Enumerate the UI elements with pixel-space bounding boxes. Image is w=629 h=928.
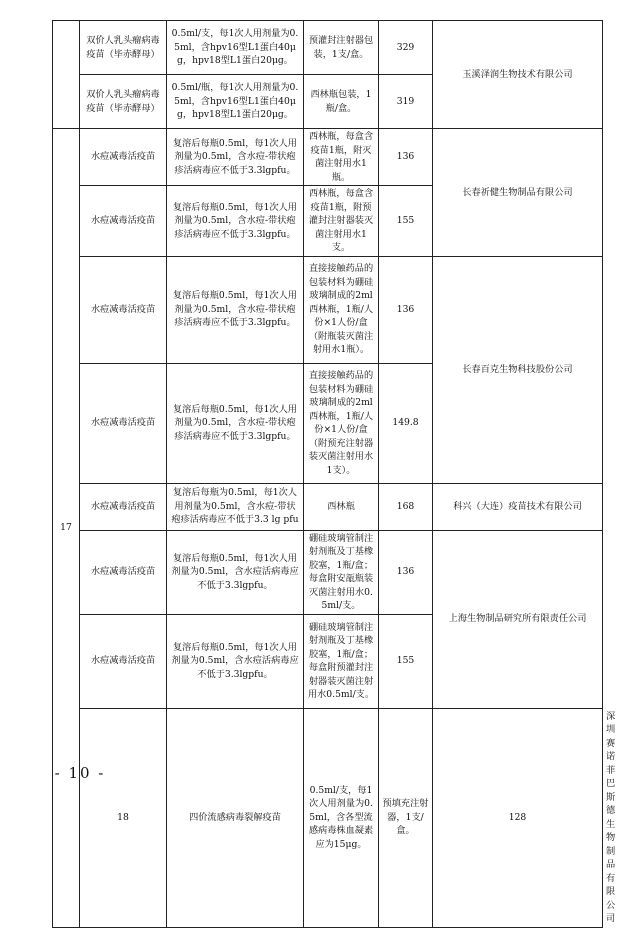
company-cell: 玉溪泽润生物技术有限公司 xyxy=(433,21,603,129)
vaccine-name-cell: 水痘减毒活疫苗 xyxy=(80,530,167,614)
vaccine-name-cell: 水痘减毒活疫苗 xyxy=(80,129,167,186)
packaging-cell: 硼硅玻璃管制注射剂瓶及丁基橡胶塞，1瓶/盒；每盒附安瓿瓶装灭菌注射用水0.5ml/支。 xyxy=(304,530,379,614)
specification-cell: 复溶后每瓶0.5ml，每1次人用剂量为0.5ml，含水痘活病毒应不低于3.3lgpfu。 xyxy=(167,614,304,708)
vaccine-name-cell: 水痘减毒活疫苗 xyxy=(80,256,167,363)
vaccine-name-cell: 双价人乳头瘤病毒疫苗（毕赤酵母） xyxy=(80,75,167,129)
company-cell: 上海生物制品研究所有限责任公司 xyxy=(433,530,603,708)
price-cell: 136 xyxy=(379,256,433,363)
table-row: 18 四价流感病毒裂解疫苗 0.5ml/支，每1次人用剂量为0.5ml，含各型流感病毒株血凝素应为15μg。 预填充注射器，1支/盒。 128 深圳赛诺菲巴斯德生物制品有限公司 xyxy=(53,708,603,927)
price-cell: 168 xyxy=(379,483,433,530)
row-number-cell xyxy=(53,21,80,129)
page-number: - 10 - xyxy=(54,764,106,782)
price-cell: 155 xyxy=(379,614,433,708)
specification-cell: 复溶后每瓶0.5ml，每1次人用剂量为0.5ml，含水痘-带状疱疹活病毒应不低于3.3lgpfu。 xyxy=(167,186,304,257)
specification-cell: 复溶后每瓶0.5ml，每1次人用剂量为0.5ml，含水痘-带状疱疹活病毒应不低于3.3lgpfu。 xyxy=(167,363,304,483)
row-number-cell: 17 xyxy=(53,129,80,928)
price-cell: 136 xyxy=(379,129,433,186)
price-cell: 149.8 xyxy=(379,363,433,483)
company-cell: 长春百克生物科技股份公司 xyxy=(433,256,603,483)
table-row xyxy=(53,21,603,75)
vaccine-name-cell: 水痘减毒活疫苗 xyxy=(80,363,167,483)
packaging-cell: 直接接触药品的包装材料为硼硅玻璃制成的2ml西林瓶，1瓶/人份×1人份/盒（附预充注射器装灭菌注射用水1支）。 xyxy=(304,363,379,483)
specification-cell: 复溶后每瓶0.5ml，每1次人用剂量为0.5ml，含水痘-带状疱疹活病毒应不低于3.3lgpfu。 xyxy=(167,256,304,363)
packaging-cell: 预灌封注射器包装，1支/盒。 xyxy=(304,21,379,75)
specification-cell: 复溶后每瓶0.5ml，每1次人用剂量为0.5ml，含水痘活病毒应不低于3.3lgpfu。 xyxy=(167,530,304,614)
packaging-cell: 西林瓶，每盒含疫苗1瓶，附灭菌注射用水1瓶。 xyxy=(304,129,379,186)
vaccine-name-cell: 水痘减毒活疫苗 xyxy=(80,483,167,530)
table-row xyxy=(53,256,603,363)
packaging-cell: 硼硅玻璃管制注射剂瓶及丁基橡胶塞，1瓶/盒；每盒附预灌封注射器装灭菌注射用水0.5ml/支。 xyxy=(304,614,379,708)
company-cell: 长春祈健生物制品有限公司 xyxy=(433,129,603,257)
specification-cell: 复溶后每瓶为0.5ml，每1次人用剂量为0.5ml，含水痘-带状疱疹活病毒应不低于3.3 lg pfu xyxy=(167,483,304,530)
packaging-cell: 直接接触药品的包装材料为硼硅玻璃制成的2ml西林瓶，1瓶/人份×1人份/盒（附瓶装灭菌注射用水1瓶）。 xyxy=(304,256,379,363)
company-cell: 科兴（大连）疫苗技术有限公司 xyxy=(433,483,603,530)
specification-cell: 0.5ml/支，每1次人用剂量为0.5ml，含hpv16型L1蛋白40μg，hpv18型L1蛋白20μg。 xyxy=(167,21,304,75)
packaging-cell: 西林瓶，每盒含疫苗1瓶，附预灌封注射器装灭菌注射用水1支。 xyxy=(304,186,379,257)
price-cell: 155 xyxy=(379,186,433,257)
table-row xyxy=(53,530,603,614)
specification-cell: 0.5ml/支，每1次人用剂量为0.5ml，含各型流感病毒株血凝素应为15μg。 xyxy=(304,708,379,927)
packaging-cell: 西林瓶包装，1瓶/盒。 xyxy=(304,75,379,129)
vaccine-name-cell: 双价人乳头瘤病毒疫苗（毕赤酵母） xyxy=(80,21,167,75)
vaccine-price-table xyxy=(52,20,616,928)
price-cell: 329 xyxy=(379,21,433,75)
packaging-cell: 西林瓶 xyxy=(304,483,379,530)
vaccine-name-cell: 水痘减毒活疫苗 xyxy=(80,186,167,257)
vaccine-name-cell: 水痘减毒活疫苗 xyxy=(80,614,167,708)
table-row xyxy=(53,129,603,186)
price-cell: 128 xyxy=(433,708,603,927)
price-cell: 319 xyxy=(379,75,433,129)
specification-cell: 复溶后每瓶0.5ml，每1次人用剂量为0.5ml，含水痘-带状疱疹活病毒应不低于3.3lgpfu。 xyxy=(167,129,304,186)
vaccine-name-cell: 四价流感病毒裂解疫苗 xyxy=(167,708,304,927)
row-number-cell: 18 xyxy=(80,708,167,927)
table-row xyxy=(53,483,603,530)
packaging-cell: 预填充注射器，1支/盒。 xyxy=(379,708,433,927)
price-cell: 136 xyxy=(379,530,433,614)
specification-cell: 0.5ml/瓶，每1次人用剂量为0.5ml，含hpv16型L1蛋白40μg，hpv18型L1蛋白20μg。 xyxy=(167,75,304,129)
